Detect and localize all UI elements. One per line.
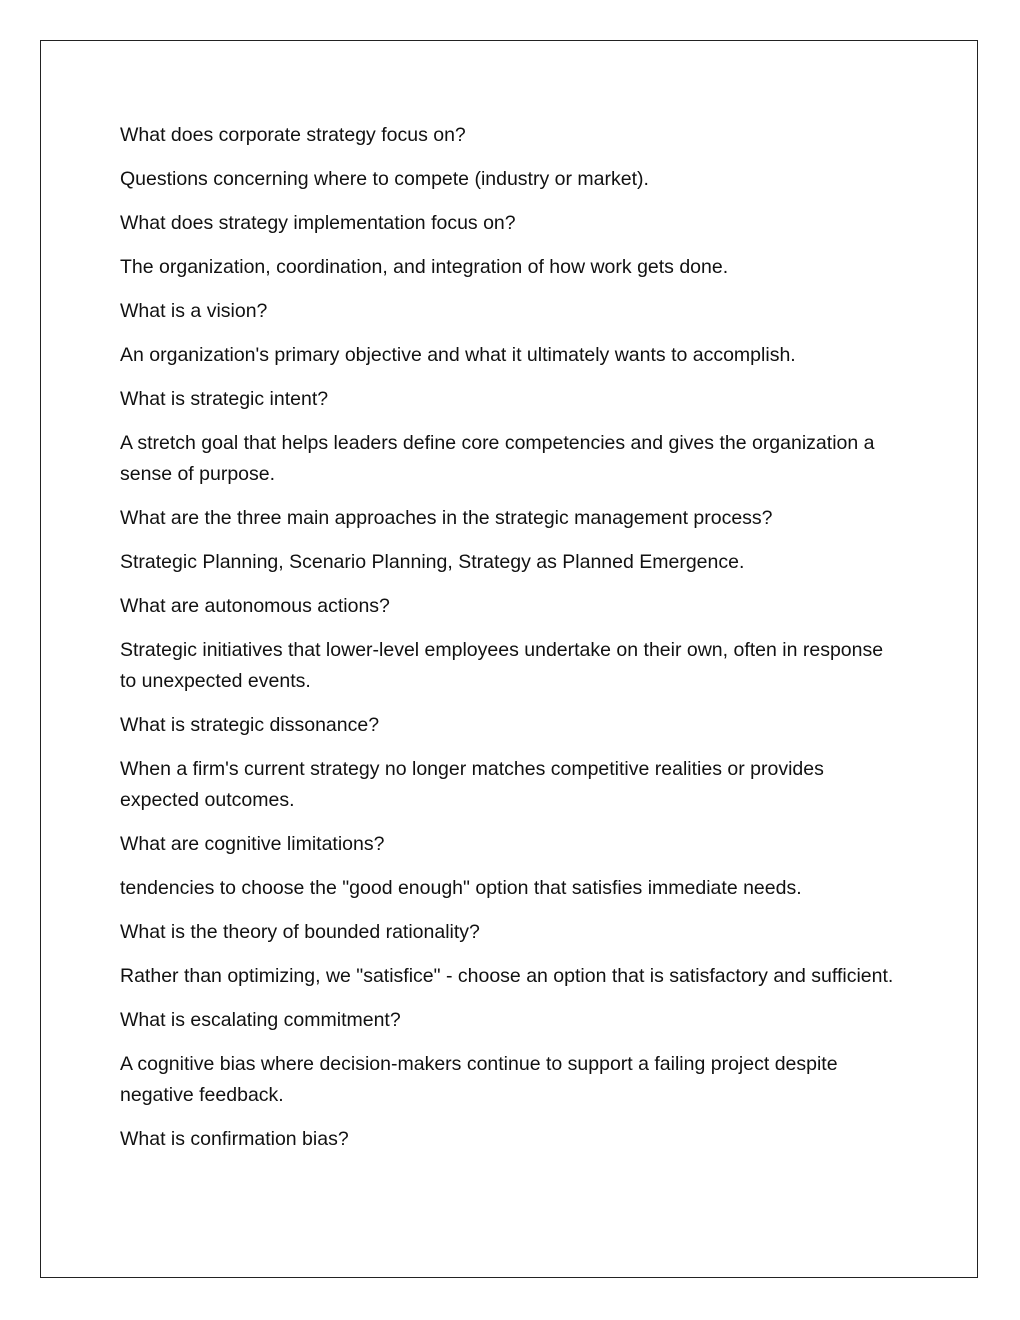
answer-vision: An organization's primary objective and what it ultimately wants to accomplish. <box>120 344 796 366</box>
question-cognitive-limitations: What are cognitive limitations? <box>120 833 385 855</box>
question-strategic-dissonance: What is strategic dissonance? <box>120 714 380 736</box>
answer-strategic-dissonance: When a firm's current strategy no longer matches competitive realities or provides expected outcomes. <box>120 758 824 811</box>
answer-bounded-rationality: Rather than optimizing, we "satisfice" - choose an option that is satisfactory and sufficient. <box>120 965 894 987</box>
answer-strategic-intent: A stretch goal that helps leaders define core competencies and gives the organization a sense of purpose. <box>120 432 875 485</box>
answer-strategy-implementation: The organization, coordination, and integration of how work gets done. <box>120 256 729 278</box>
question-bounded-rationality: What is the theory of bounded rationality? <box>120 921 480 943</box>
answer-three-approaches: Strategic Planning, Scenario Planning, Strategy as Planned Emergence. <box>120 551 745 573</box>
answer-autonomous-actions: Strategic initiatives that lower-level employees undertake on their own, often in response to unexpected events. <box>120 639 884 692</box>
question-escalating-commitment: What is escalating commitment? <box>120 1009 401 1031</box>
question-three-approaches: What are the three main approaches in the strategic management process? <box>120 507 773 529</box>
answer-escalating-commitment: A cognitive bias where decision-makers continue to support a failing project despite negative feedback. <box>120 1053 838 1106</box>
question-autonomous-actions: What are autonomous actions? <box>120 595 390 617</box>
question-strategy-implementation: What does strategy implementation focus on? <box>120 212 516 234</box>
answer-cognitive-limitations: tendencies to choose the "good enough" option that satisfies immediate needs. <box>120 877 802 899</box>
question-corporate-strategy: What does corporate strategy focus on? <box>120 124 466 146</box>
question-vision: What is a vision? <box>120 300 268 322</box>
answer-corporate-strategy: Questions concerning where to compete (industry or market). <box>120 168 649 190</box>
document-body <box>120 120 900 1168</box>
question-strategic-intent: What is strategic intent? <box>120 388 329 410</box>
question-confirmation-bias: What is confirmation bias? <box>120 1128 349 1150</box>
